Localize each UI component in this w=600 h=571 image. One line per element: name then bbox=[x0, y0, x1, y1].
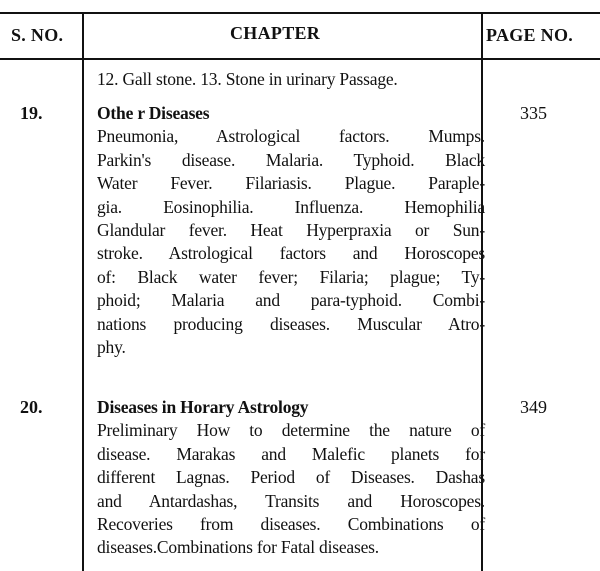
row-19-line: Glandular fever. Heat Hyperpraxia or Sun- bbox=[97, 220, 485, 241]
row-19-line: Parkin's disease. Malaria. Typhoid. Black bbox=[97, 149, 485, 170]
row-19-line: phoid; Malaria and para-typhoid. Combi- bbox=[97, 290, 485, 311]
continuation-line: 12. Gall stone. 13. Stone in urinary Passage. bbox=[97, 69, 398, 89]
row-20-title: Diseases in Horary Astrology bbox=[97, 397, 309, 417]
row-20-chapter bbox=[97, 396, 485, 560]
row-19-line: Pneumonia, Astrological factors. Mumps. bbox=[97, 126, 485, 147]
column-divider-left bbox=[82, 12, 84, 571]
table-top-rule bbox=[0, 12, 600, 14]
row-19-sno: 19. bbox=[20, 103, 43, 123]
row-19-page: 335 bbox=[520, 103, 547, 123]
row-19-line: phy. bbox=[97, 337, 126, 358]
row-19-line: gia. Eosinophilia. Influenza. Hemophilia bbox=[97, 196, 485, 217]
row-20-line: Recoveries from diseases. Combinations of bbox=[97, 514, 485, 535]
row-20-line: diseases.Combinations for Fatal diseases. bbox=[97, 537, 379, 558]
row-19-chapter bbox=[97, 102, 485, 359]
row-20-sno: 20. bbox=[20, 397, 43, 417]
row-20-line: disease. Marakas and Malefic planets for bbox=[97, 443, 485, 464]
row-20-page: 349 bbox=[520, 397, 547, 417]
row-19-line: nations producing diseases. Muscular Atro- bbox=[97, 313, 485, 334]
row-20-line: different Lagnas. Period of Diseases. Dashas bbox=[97, 467, 485, 488]
continuation-text bbox=[97, 68, 485, 91]
header-chapter: CHAPTER bbox=[230, 23, 321, 43]
header-sno: S. NO. bbox=[11, 25, 64, 45]
row-20-line: Preliminary How to determine the nature of bbox=[97, 420, 485, 441]
row-19-line: of: Black water fever; Filaria; plague; Ty- bbox=[97, 266, 485, 287]
header-page-no: PAGE NO. bbox=[486, 25, 574, 45]
header-bottom-rule bbox=[0, 58, 600, 60]
row-19-line: Water Fever. Filariasis. Plague. Paraple- bbox=[97, 173, 485, 194]
row-19-title: Othe r Diseases bbox=[97, 103, 210, 123]
row-20-line: and Antardashas, Transits and Horoscopes. bbox=[97, 490, 485, 511]
row-19-line: stroke. Astrological factors and Horoscopes bbox=[97, 243, 485, 264]
